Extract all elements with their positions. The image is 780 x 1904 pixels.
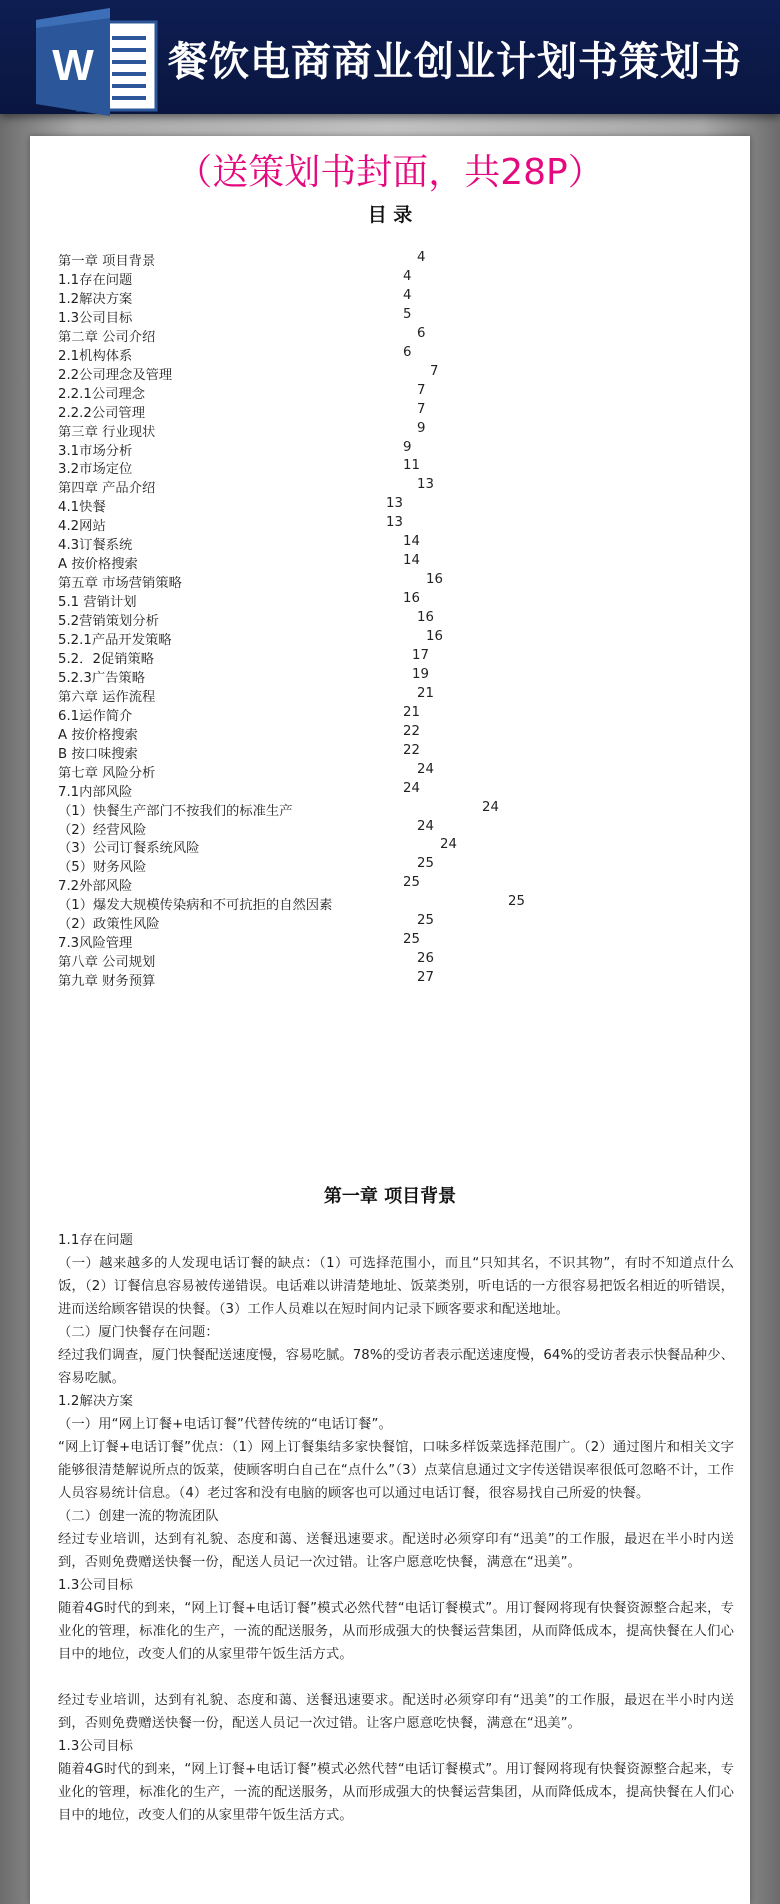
body-paragraph [58, 1666, 734, 1689]
toc-entry-label: 3.2市场定位 [58, 462, 133, 478]
chapter-body [58, 1229, 734, 1827]
body-paragraph: 1.1存在问题 [58, 1233, 134, 1248]
toc-entry-page: 9 [403, 439, 412, 455]
toc-entry-page: 22 [403, 742, 420, 758]
toc-entry-page: 22 [403, 723, 420, 739]
toc-entry-label: （3）公司订餐系统风险 [58, 841, 200, 857]
toc-entry-page: 24 [403, 780, 420, 796]
toc-entry-label: 6.1运作简介 [58, 708, 133, 724]
toc-entry-page: 21 [417, 685, 434, 701]
toc-entry-page: 27 [417, 970, 434, 986]
toc-entry-page: 14 [403, 553, 420, 569]
body-paragraph: 随着4G时代的到来，“网上订餐+电话订餐”模式必然代替“电话订餐模式”。用订餐网将现有快餐资源整合起来，专业化的管理，标准化的生产，一流的配送服务，从而形成强大的快餐运营集团，从而降低成本，提高快餐在人们心目中的地位，改变人们的从家里带午饭生活方式。 [58, 1762, 734, 1823]
toc-entry-label: （5）财务风险 [58, 860, 147, 876]
body-paragraph: 1.3公司目标 [58, 1578, 134, 1593]
toc-entry-label: 5.2．2促销策略 [58, 651, 155, 667]
toc-entry-page: 24 [417, 818, 434, 834]
toc-entry-label: 第四章 产品介绍 [58, 481, 156, 497]
body-paragraph: 经过专业培训，达到有礼貌、态度和蔼、送餐迅速要求。配送时必须穿印有“迅美”的工作服，最迟在半小时内送到，否则免费赠送快餐一份，配送人员记一次过错。让客户愿意吃快餐，满意在“迅美”。 [58, 1532, 734, 1570]
toc-entry-label: 第二章 公司介绍 [58, 329, 156, 345]
toc-entry-label: （1）快餐生产部门不按我们的标准生产 [58, 803, 293, 819]
toc-entry-label: 4.1快餐 [58, 500, 106, 516]
toc-entry-page: 13 [417, 477, 434, 493]
document-page [30, 136, 750, 1904]
toc-entry-label: 第五章 市场营销策略 [58, 576, 182, 592]
toc-entry-page: 16 [426, 572, 443, 588]
toc-entry-page: 24 [482, 799, 499, 815]
toc-entry-label: 2.2.1公司理念 [58, 386, 146, 402]
toc-entry-page: 16 [417, 610, 434, 626]
toc-entry-label: 4.2网站 [58, 519, 106, 535]
body-paragraph: （一）用“网上订餐+电话订餐”代替传统的“电话订餐”。 [58, 1417, 392, 1432]
toc-entry-label: 第三章 行业现状 [58, 424, 156, 440]
toc-entry-page: 7 [417, 401, 426, 417]
body-paragraph: （一）越来越多的人发现电话订餐的缺点：（1）可选择范围小，而且“只知其名，不识其物”，有时不知道点什么饭，（2）订餐信息容易被传递错误。电话难以讲清楚地址、饭菜类别，听电话的一方很容易把饭名相近的听错误，进而送给顾客错误的快餐。（3）工作人员难以在短时间内记录下顾客要求和配送地址。 [58, 1256, 734, 1317]
logo-letter: W [52, 41, 94, 90]
toc-entry-page: 11 [403, 458, 420, 474]
toc-entry-label: 4.3订餐系统 [58, 538, 133, 554]
toc-entry-label: 第八章 公司规划 [58, 955, 156, 971]
toc-entry-label: 2.1机构体系 [58, 348, 133, 364]
toc-entry-label: A 按价格搜索 [58, 557, 138, 573]
toc-entry-label: 5.2.3广告策略 [58, 670, 146, 686]
toc-entry-label: 5.1 营销计划 [58, 595, 137, 611]
header-banner [0, 0, 780, 114]
toc-entry-label: 7.3风险管理 [58, 936, 133, 952]
toc-entry-label: 第六章 运作流程 [58, 689, 156, 705]
toc-entry-label: 第九章 财务预算 [58, 974, 156, 990]
toc-entry-page: 21 [403, 704, 420, 720]
word-document-icon [34, 8, 160, 116]
toc-entry-label: 1.3公司目标 [58, 310, 133, 326]
toc-entry-page: 17 [412, 647, 429, 663]
toc-entry-page: 9 [417, 420, 426, 436]
toc-entry-page: 14 [403, 534, 420, 550]
body-paragraph: （二）厦门快餐存在问题： [58, 1325, 219, 1340]
toc-entry-page: 19 [412, 666, 429, 682]
toc-entry-page: 13 [386, 496, 403, 512]
toc-entry-label: B 按口味搜索 [58, 746, 138, 762]
toc-entry-label: 7.1内部风险 [58, 784, 133, 800]
toc-entry-page: 26 [417, 951, 434, 967]
toc-entry-label: A 按价格搜索 [58, 727, 138, 743]
toc-entry-page: 25 [403, 932, 420, 948]
toc-entry-page: 6 [403, 344, 412, 360]
toc-entry-page: 25 [417, 856, 434, 872]
toc-entry-page: 16 [426, 629, 443, 644]
toc-entry-label: 2.2公司理念及管理 [58, 367, 173, 383]
toc-entry-label: 7.2外部风险 [58, 879, 133, 895]
subtitle: （送策划书封面，共28P） [176, 152, 604, 193]
toc-entry-page: 16 [403, 591, 420, 607]
toc-entry-page: 25 [508, 894, 525, 910]
toc-entry-label: （1）爆发大规模传染病和不可抗拒的自然因素 [58, 898, 333, 914]
toc-entry-page: 24 [440, 837, 457, 853]
chapter-title: 第一章 项目背景 [323, 1186, 457, 1207]
toc-entry-page: 4 [403, 287, 412, 303]
toc-entry-page: 4 [403, 268, 412, 284]
toc-entry-label: 1.1存在问题 [58, 272, 133, 288]
toc-entry-page: 7 [430, 363, 439, 379]
toc-entry-page: 13 [386, 515, 403, 531]
toc-title: 目 录 [367, 204, 413, 226]
toc-entry-page: 4 [417, 250, 426, 265]
toc-entry-page: 5 [403, 306, 412, 322]
toc-entry-label: 3.1市场分析 [58, 443, 133, 459]
body-paragraph: “网上订餐+电话订餐”优点：（1）网上订餐集结多家快餐馆，口味多样饭菜选择范围广。（2）通过图片和相关文字能够很清楚解说所点的饭菜，使顾客明白自己在“点什么”（3）点菜信息通过文字传送错误率很低可忽略不计，工作人员容易统计信息。（4）老过客和没有电脑的顾客也可以通过电话订餐，很容易找自己所爱的快餐。 [58, 1440, 734, 1501]
toc-entry-page: 25 [403, 875, 420, 891]
body-paragraph: 1.3公司目标 [58, 1739, 134, 1754]
body-paragraph: 经过专业培训，达到有礼貌、态度和蔼、送餐迅速要求。配送时必须穿印有“迅美”的工作服，最迟在半小时内送到，否则免费赠送快餐一份，配送人员记一次过错。让客户愿意吃快餐，满意在“迅美”。 [58, 1693, 734, 1731]
toc-entry-page: 6 [417, 325, 426, 341]
body-paragraph: 随着4G时代的到来，“网上订餐+电话订餐”模式必然代替“电话订餐模式”。用订餐网将现有快餐资源整合起来，专业化的管理，标准化的生产，一流的配送服务，从而形成强大的快餐运营集团，从而降低成本，提高快餐在人们心目中的地位，改变人们的从家里带午饭生活方式。 [58, 1601, 734, 1662]
toc-entry-page: 7 [417, 382, 426, 398]
toc-entry-label: （2）政策性风险 [58, 917, 160, 933]
toc-entry-label: 2.2.2公司管理 [58, 405, 146, 421]
body-paragraph: （二）创建一流的物流团队 [58, 1509, 219, 1524]
body-paragraph: 1.2解决方案 [58, 1394, 134, 1409]
banner-title: 餐饮电商商业创业计划书策划书 [168, 39, 742, 85]
toc-entry-label: （2）经营风险 [58, 822, 147, 838]
toc-entry-label: 第七章 风险分析 [58, 765, 156, 781]
body-paragraph: 经过我们调查，厦门快餐配送速度慢，容易吃腻。78%的受访者表示配送速度慢，64%的受访者表示快餐品种少、容易吃腻。 [58, 1348, 734, 1386]
toc-entry-label: 1.2解决方案 [58, 291, 133, 307]
toc-entry-label: 第一章 项目背景 [58, 254, 156, 269]
toc-entry-label: 5.2营销策划分析 [58, 614, 159, 630]
toc-entry-page: 24 [417, 761, 434, 777]
toc-entry-page: 25 [417, 913, 434, 929]
toc-entry-label: 5.2.1产品开发策略 [58, 633, 172, 648]
